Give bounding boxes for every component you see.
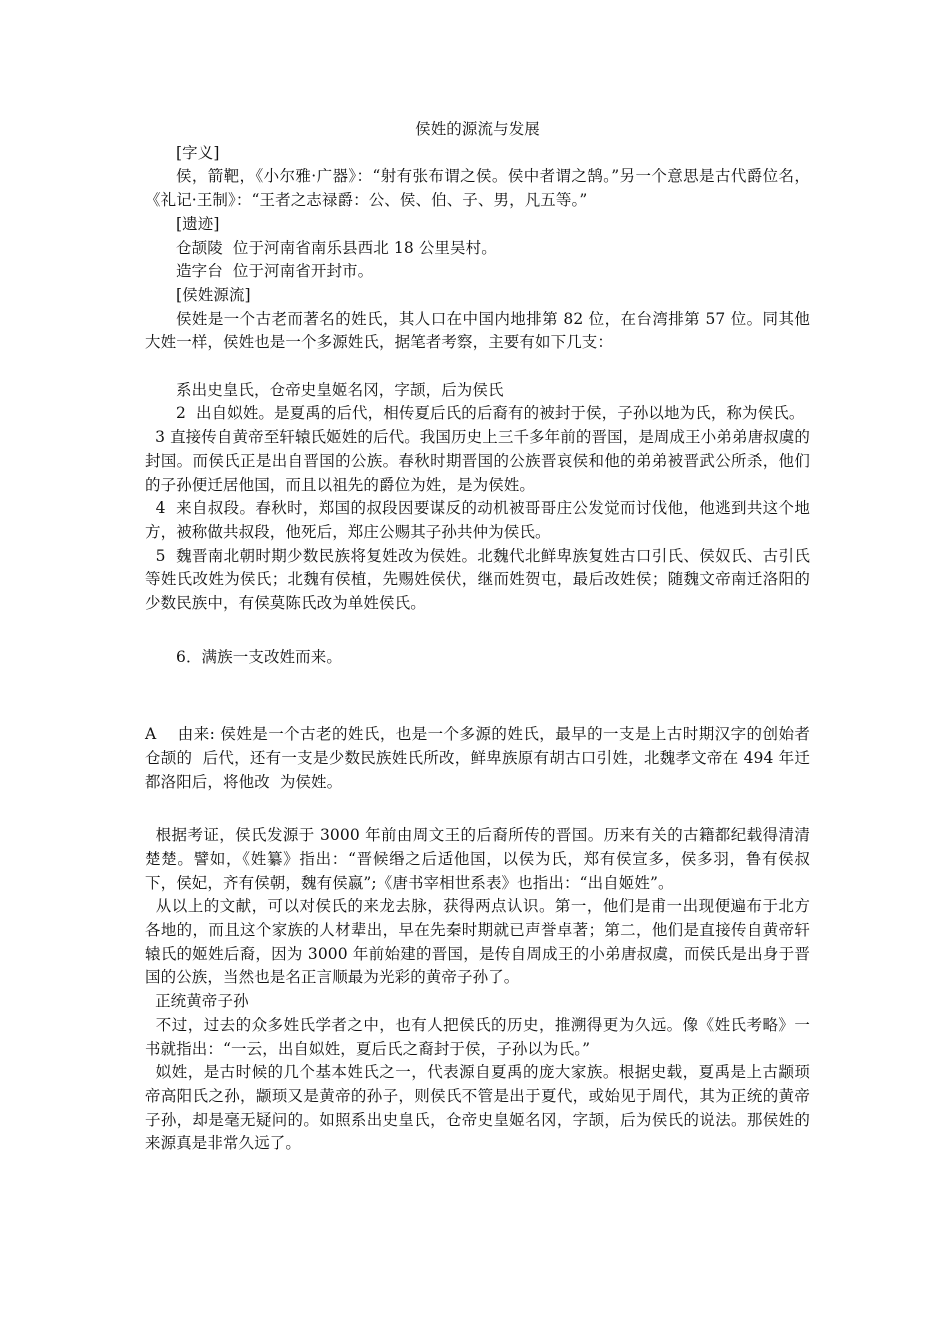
box-glyph: [145, 897, 156, 915]
origin-item-1: 系出史皇氏，仓帝史皇姬名冈，字颉，后为侯氏: [176, 380, 504, 399]
paragraph-origins-intro: 侯姓是一个古老而著名的姓氏，其人口在中国内地排第 82 位，在台湾排第 57 位。同其他大姓一样，侯姓也是一个多源姓氏，据笔者考察，主要有如下几支：: [145, 309, 810, 352]
section-heading-meaning: [字义]: [176, 143, 220, 162]
box-glyph: [145, 992, 155, 1010]
page-title: 侯姓的源流与发展: [415, 120, 540, 138]
spacer: [145, 616, 810, 646]
paragraph-relic-1: 仓颉陵 位于河南省南乐县西北 18 公里吴村。: [176, 238, 497, 257]
paragraph-conclusions: 从以上的文献，可以对侯氏的来龙去脉，获得两点认识。第一，他们是甫一出现便遍布于北方各地的，而且这个家族的人材辈出，早在先秦时期就已声誉卓著；第二，他们是直接传自黄帝轩辕氏的姬姓后裔，因为 3000 年前始建的晋国，是传自周成王的小弟唐叔虞，而侯氏是出身于晋国的公族，当然也是名正言顺最为光彩的黄帝子孙了。: [145, 897, 810, 987]
box-glyph-line: [145, 669, 810, 693]
origin-item-5: 5 魏晋南北朝时期少数民族将复姓改为侯姓。北魏代北鲜卑族复姓古口引氏、侯奴氏、古引氏等姓氏改姓为侯氏；北魏有侯植，先赐姓侯伏，继而姓贺屯，最后改姓侯；随魏文帝南迁洛阳的少数民族中，有侯莫陈氏改为单姓侯氏。: [145, 546, 810, 613]
subheading-orthodox-descendants: 正统黄帝子孙: [145, 990, 810, 1014]
paragraph-si-surname: 姒姓，是古时候的几个基本姓氏之一，代表源自夏禹的庞大家族。根据史载，夏禹是上古颛顼帝高阳氏之孙，颛顼又是黄帝的孙子，则侯氏不管是出于夏代，或始见于周代，其为正统的黄帝子孙，却是毫无疑问的。如照系出史皇氏，仓帝史皇姬名冈，字颉，后为侯氏的说法。那侯姓的来源真是非常久远了。: [145, 1063, 810, 1153]
paragraph-origin-summary: A 由来: 侯姓是一个古老的姓氏，也是一个多源的姓氏，最早的一支是上古时期汉字的创始者仓颉的 后代，还有一支是少数民族姓氏所改，鲜卑族原有胡古口引姓，北魏孝文帝在 494 年迁都洛阳后，将他改 为侯姓。: [145, 725, 810, 791]
origin-item-2: 2 出自姒姓。是夏禹的后代，相传夏后氏的后裔有的被封于侯，子孙以地为氏，称为侯氏。: [176, 404, 805, 423]
box-glyph: [145, 826, 156, 844]
spacer: [145, 693, 810, 723]
box-glyph: [145, 499, 156, 517]
paragraph-evidence: 根据考证，侯氏发源于 3000 年前由周文王的后裔所传的晋国。历来有关的古籍都纪载得清清楚楚。譬如，《姓纂》指出：“晋候缗之后适他国，以侯为氏，郑有侯宣多，侯多羽，鲁有侯叔下，侯妃，齐有侯朝，魏有侯嬴”;《唐书宰相世系表》也指出：“出自姬姓”。: [145, 826, 810, 892]
spacer: [145, 355, 810, 379]
spacer: [145, 794, 810, 824]
box-glyph: [145, 1063, 156, 1081]
paragraph-relic-2: 造字台 位于河南省开封市。: [176, 262, 374, 281]
origin-item-4: 4 来自叔段。春秋时，郑国的叔段因要谋反的动机被哥哥庄公发觉而讨伐他，他逃到共这个地方，被称做共叔段，他死后，郑庄公赐其子孙共仲为侯氏。: [145, 499, 810, 541]
section-heading-relics: [遗迹]: [176, 214, 220, 233]
box-glyph: [145, 547, 156, 565]
paragraph-meaning: 侯，箭靶，《小尔雅·广器》：“射有张布谓之侯。侯中者谓之鹄。”另一个意思是古代爵位名，《礼记·王制》：“王者之志禄爵：公、侯、伯、子、男，凡五等。”: [145, 167, 810, 210]
box-glyph: [145, 671, 155, 689]
box-glyph: [145, 428, 155, 446]
section-heading-origins: [侯姓源流]: [176, 285, 251, 304]
origin-item-6: 6．满族一支改姓而来。: [176, 647, 342, 666]
document-body: [145, 118, 810, 1156]
origin-item-3: 3 直接传自黄帝至轩辕氏姬姓的后代。我国历史上三千多年前的晋国，是周成王小弟弟唐叔虞的封国。而侯氏正是出自晋国的公族。春秋时期晋国的公族晋哀侯和他的弟弟被晋武公所杀，他们的子孙便迁居他国，而且以祖先的爵位为姓，是为侯姓。: [145, 428, 810, 494]
paragraph-older-history: 不过，过去的众多姓氏学者之中，也有人把侯氏的历史，推溯得更为久远。像《姓氏考略》一书就指出：“一云，出自姒姓，夏后氏之裔封于侯，子孙以为氏。”: [145, 1015, 810, 1058]
box-glyph: [145, 1016, 156, 1034]
